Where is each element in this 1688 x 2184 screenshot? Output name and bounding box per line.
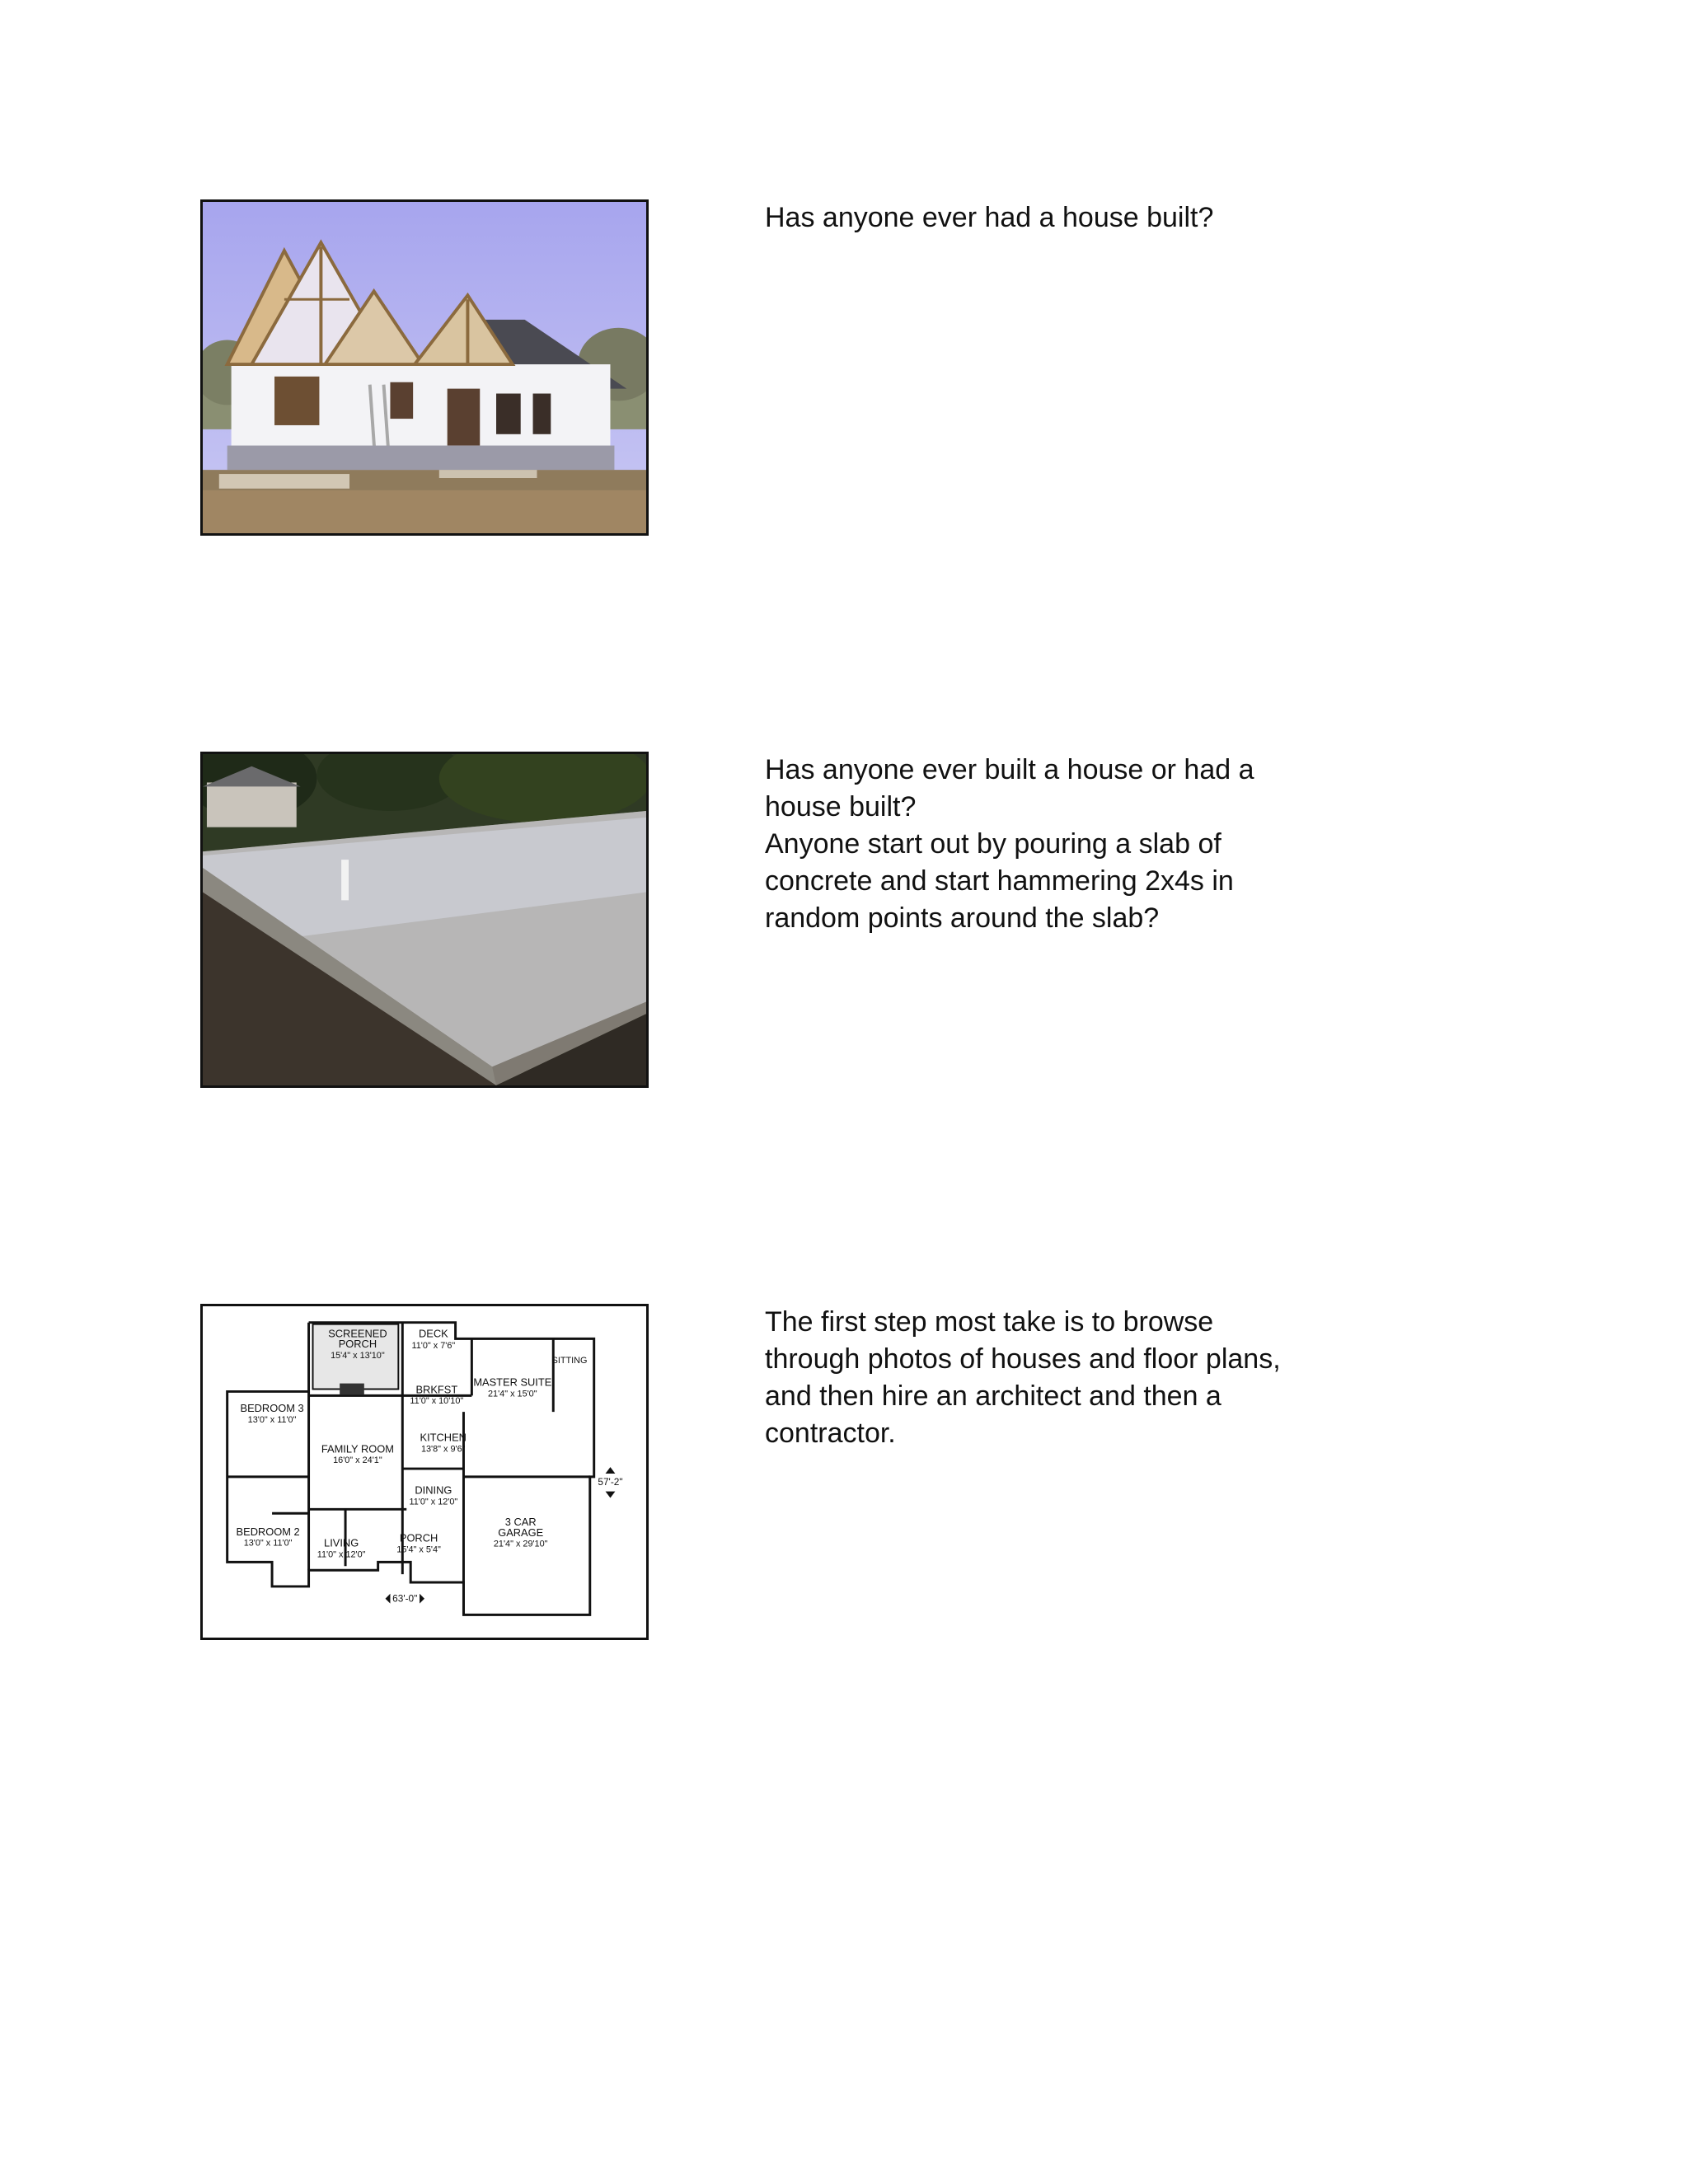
fp-family: FAMILY ROOM xyxy=(321,1442,394,1455)
slide-row-3 xyxy=(0,1304,1688,1650)
fp-living: LIVING xyxy=(324,1536,359,1549)
fp-screened-porch: SCREENED xyxy=(328,1327,387,1340)
notes-line: The first step most take is to browse through photos of houses and floor plans, and then hire an architect and then a contractor. xyxy=(765,1306,1281,1449)
fp-kitchen-dim: 13'8" x 9'6" xyxy=(420,1444,466,1455)
concrete-slab-image xyxy=(200,752,649,1088)
fp-dining: DINING xyxy=(415,1483,452,1497)
fp-master: MASTER SUITE xyxy=(473,1376,552,1389)
notes-line: Anyone start out by pouring a slab of concrete and start hammering 2x4s in random points around the slab? xyxy=(765,828,1234,934)
fp-screened-porch-dim: 15'4" x 13'10" xyxy=(331,1351,385,1361)
house-construction-image xyxy=(200,199,649,536)
slide-notes-1 xyxy=(765,199,1309,237)
fp-living-dim: 11'0" x 12'0" xyxy=(316,1549,366,1560)
fp-kitchen: KITCHEN xyxy=(420,1431,467,1444)
notes-line: Has anyone ever had a house built? xyxy=(765,202,1214,233)
slide-notes-2 xyxy=(765,752,1309,937)
slide-row-2 xyxy=(0,752,1688,1098)
fp-family-dim: 16'0" x 24'1" xyxy=(333,1455,382,1466)
fp-width: 63'-0" xyxy=(392,1592,418,1605)
fp-deck: DECK xyxy=(419,1327,448,1340)
notes-line: Has anyone ever built a house or had a house built? xyxy=(765,754,1254,823)
fp-garage-dim: 21'4" x 29'10" xyxy=(493,1539,548,1549)
fp-porch: PORCH xyxy=(399,1531,438,1544)
fp-brkfst: BRKFST xyxy=(415,1383,458,1396)
slide-row-1 xyxy=(0,199,1688,546)
fp-brkfst-dim: 11'0" x 10'10" xyxy=(410,1396,464,1407)
fp-deck-dim: 11'0" x 7'6" xyxy=(411,1341,456,1352)
fp-garage: 3 CAR xyxy=(504,1516,537,1529)
fp-bedroom2: BEDROOM 2 xyxy=(236,1525,300,1538)
fp-bedroom2-dim: 13'0" x 11'0" xyxy=(243,1538,293,1549)
fp-bedroom3: BEDROOM 3 xyxy=(240,1402,304,1415)
fp-screened-porch-2: PORCH xyxy=(338,1338,377,1351)
fp-porch-dim: 15'4" x 5'4" xyxy=(396,1544,441,1555)
slide-notes-3 xyxy=(765,1304,1309,1452)
fp-dining-dim: 11'0" x 12'0" xyxy=(409,1497,458,1507)
fp-master-dim: 21'4" x 15'0" xyxy=(488,1389,537,1399)
fp-garage-2: GARAGE xyxy=(498,1526,544,1539)
fp-depth: 57'-2" xyxy=(598,1475,623,1488)
floor-plan-image xyxy=(200,1304,649,1640)
fp-sitting: SITTING xyxy=(551,1355,588,1366)
fp-bedroom3-dim: 13'0" x 11'0" xyxy=(247,1414,297,1425)
